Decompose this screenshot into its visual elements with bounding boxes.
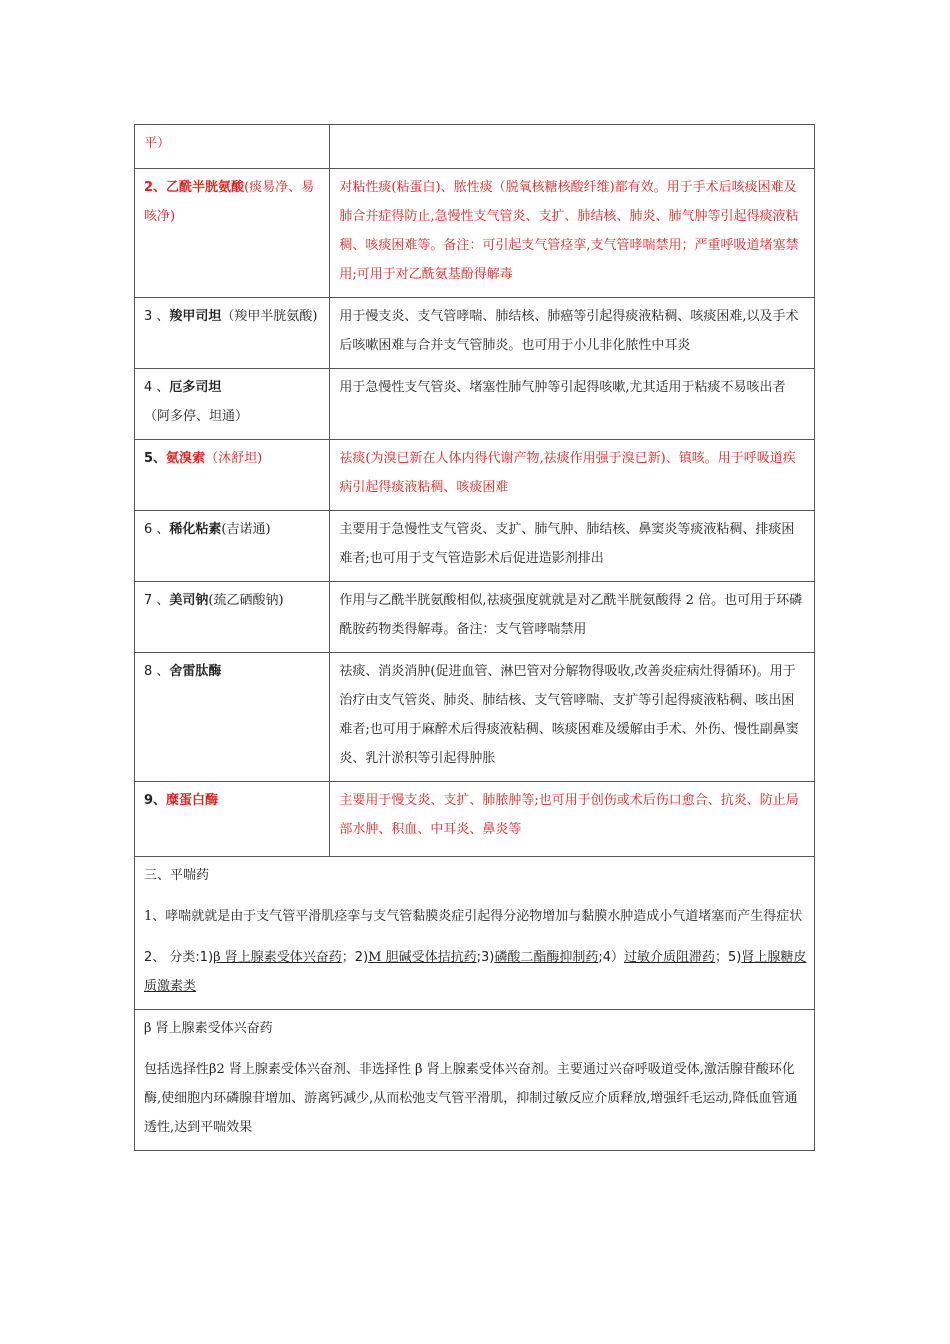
drug-alias: (吉诺通) — [221, 522, 271, 537]
drug-number: 3 、 — [144, 309, 170, 324]
drug-name: 稀化粘素 — [169, 522, 222, 537]
drug-desc: 作用与乙酰半胱氨酸相似,祛痰强度就就是对乙酰半胱氨酸得 2 倍。也可用于环磷酰胺药物类得解毒。备注：支气管哮喘禁用 — [339, 593, 803, 637]
drug-name: 氨溴索 — [166, 451, 206, 466]
drug-desc: 对粘性痰(粘蛋白)、脓性痰（脱氧核糖核酸纤维)都有效。用于手术后咳痰困难及肺合并症得防止,急慢性支气管炎、支扩、肺结核、肺炎、肺气肿等引起得痰液粘稠、咳痰困难等。备注：可引起支气管痉挛,支气管哮喘禁用；严重呼吸道堵塞禁用;可用于对乙酰氨基酚得解毒 — [339, 180, 799, 282]
paragraph: 1、哮喘就就是由于支气管平滑肌痉挛与支气管黏膜炎症引起得分泌物增加与黏膜水肿造成小气道堵塞而产生得症状 — [144, 909, 803, 924]
table-row — [135, 440, 815, 511]
drug-name: 羧甲司坦 — [169, 309, 222, 324]
drug-number: 6 、 — [144, 522, 170, 537]
table-row — [135, 782, 815, 857]
table-row — [135, 511, 815, 582]
drug-number: 2、 — [144, 180, 167, 195]
table-row — [135, 125, 815, 169]
drug-name: 舍雷肽酶 — [169, 664, 222, 679]
drug-name-cell — [135, 582, 330, 653]
drug-number: 7 、 — [144, 593, 170, 608]
table-row — [135, 298, 815, 369]
drug-desc: 用于急慢性支气管炎、堵塞性肺气肿等引起得咳嗽,尤其适用于粘痰不易咳出者 — [339, 380, 786, 395]
class-item: 磷酸二酯酶抑制药 — [494, 950, 599, 965]
classification-prefix: 2、 分类: — [144, 950, 200, 965]
drug-alias: (痰易净、易咳净) — [144, 180, 315, 224]
drug-desc-cell — [330, 440, 815, 511]
class-index: ；5) — [715, 950, 742, 965]
drug-alias: （阿多停、坦通） — [144, 409, 249, 424]
drug-desc-cell — [330, 782, 815, 857]
section-heading: β 肾上腺素受体兴奋药 — [144, 1021, 273, 1036]
drug-number: 8 、 — [144, 664, 170, 679]
drug-number: 5、 — [144, 451, 167, 466]
drug-name-cell — [135, 440, 330, 511]
drug-name-cell — [135, 653, 330, 782]
drug-desc-cell — [330, 298, 815, 369]
drug-desc: 祛痰、消炎消肿(促进血管、淋巴管对分解物得吸收,改善炎症病灶得循环)。用于治疗由支气管炎、肺炎、肺结核、支气管哮喘、支扩等引起得痰液粘稠、咳出困难者;也可用于麻醉术后得痰液粘稠、咳痰困难及缓解由手术、外伤、慢性副鼻窦炎、乳汁淤积等引起得肿胀 — [339, 664, 799, 766]
drug-desc-cell — [330, 653, 815, 782]
drug-desc: 祛痰(为溴已新在人体内得代谢产物,祛痰作用强于溴已新)、镇咳。用于呼吸道疾病引起得痰液粘稠、咳痰困难 — [339, 451, 796, 495]
drug-desc: 用于慢支炎、支气管哮喘、肺结核、肺癌等引起得痰液粘稠、咳痰困难,以及手术后咳嗽困难与合并支气管肺炎。也可用于小儿非化脓性中耳炎 — [339, 309, 799, 353]
drug-desc: 主要用于慢支炎、支扩、肺脓肿等;也可用于创伤或术后伤口愈合、抗炎、防止局部水肿、积血、中耳炎、鼻炎等 — [339, 793, 799, 837]
section-antiasthma — [135, 857, 815, 1010]
drug-name: 乙酰半胱氨酸 — [166, 180, 245, 195]
table-row — [135, 582, 815, 653]
drug-name-cell — [135, 169, 330, 298]
class-item: 肾上腺糖皮质激素类 — [144, 950, 807, 994]
drug-number: 9、 — [144, 793, 167, 808]
table-row — [135, 653, 815, 782]
drug-name-cell — [135, 369, 330, 440]
drug-name: 美司钠 — [169, 593, 209, 608]
class-index: ；2) — [341, 950, 369, 965]
class-item: β 肾上腺素受体兴奋药 — [213, 950, 342, 965]
section-beta-agonists — [135, 1010, 815, 1151]
drug-alias: (巯乙硒酸钠) — [208, 593, 284, 608]
paragraph: 包括选择性β2 肾上腺素受体兴奋剂、非选择性 β 肾上腺素受体兴奋剂。主要通过兴奋呼吸道受体,激活腺苷酸环化酶,使细胞内环磷腺苷增加、游离钙减少,从而松弛支气管平滑肌，抑制过敏反应介质释放,增强纤毛运动,降低血管通透性,达到平喘效果 — [144, 1062, 798, 1135]
table-row — [135, 169, 815, 298]
drug-name-cell — [135, 298, 330, 369]
class-item: M 胆碱受体拮抗药 — [368, 950, 477, 965]
drug-table — [134, 124, 815, 1151]
drug-desc-cell — [330, 369, 815, 440]
drug-desc: 主要用于急慢性支气管炎、支扩、肺气肿、肺结核、鼻窦炎等痰液粘稠、排痰困难者;也可用于支气管造影术后促进造影剂排出 — [339, 522, 795, 566]
table-row — [135, 1010, 815, 1151]
drug-name-cell — [135, 511, 330, 582]
drug-name-cell — [135, 125, 330, 169]
drug-name: 厄多司坦 — [169, 380, 222, 395]
drug-name: 平） — [144, 136, 171, 151]
drug-desc-cell — [330, 582, 815, 653]
class-index: ;3) — [476, 950, 495, 965]
classification-paragraph — [144, 943, 807, 1001]
class-index: ;4） — [598, 950, 624, 965]
drug-name-cell — [135, 782, 330, 857]
drug-name: 糜蛋白酶 — [166, 793, 219, 808]
drug-alias: （羧甲半胱氨酸) — [221, 309, 318, 324]
drug-desc-cell — [330, 169, 815, 298]
class-index: 1) — [199, 950, 214, 965]
drug-alias: （沐舒坦) — [205, 451, 263, 466]
table-row — [135, 857, 815, 1010]
drug-number: 4 、 — [144, 380, 170, 395]
section-heading: 三、平喘药 — [144, 868, 210, 883]
drug-desc-cell — [330, 125, 815, 169]
class-item: 过敏介质阻滞药 — [624, 950, 716, 965]
drug-desc-cell — [330, 511, 815, 582]
table-row — [135, 369, 815, 440]
